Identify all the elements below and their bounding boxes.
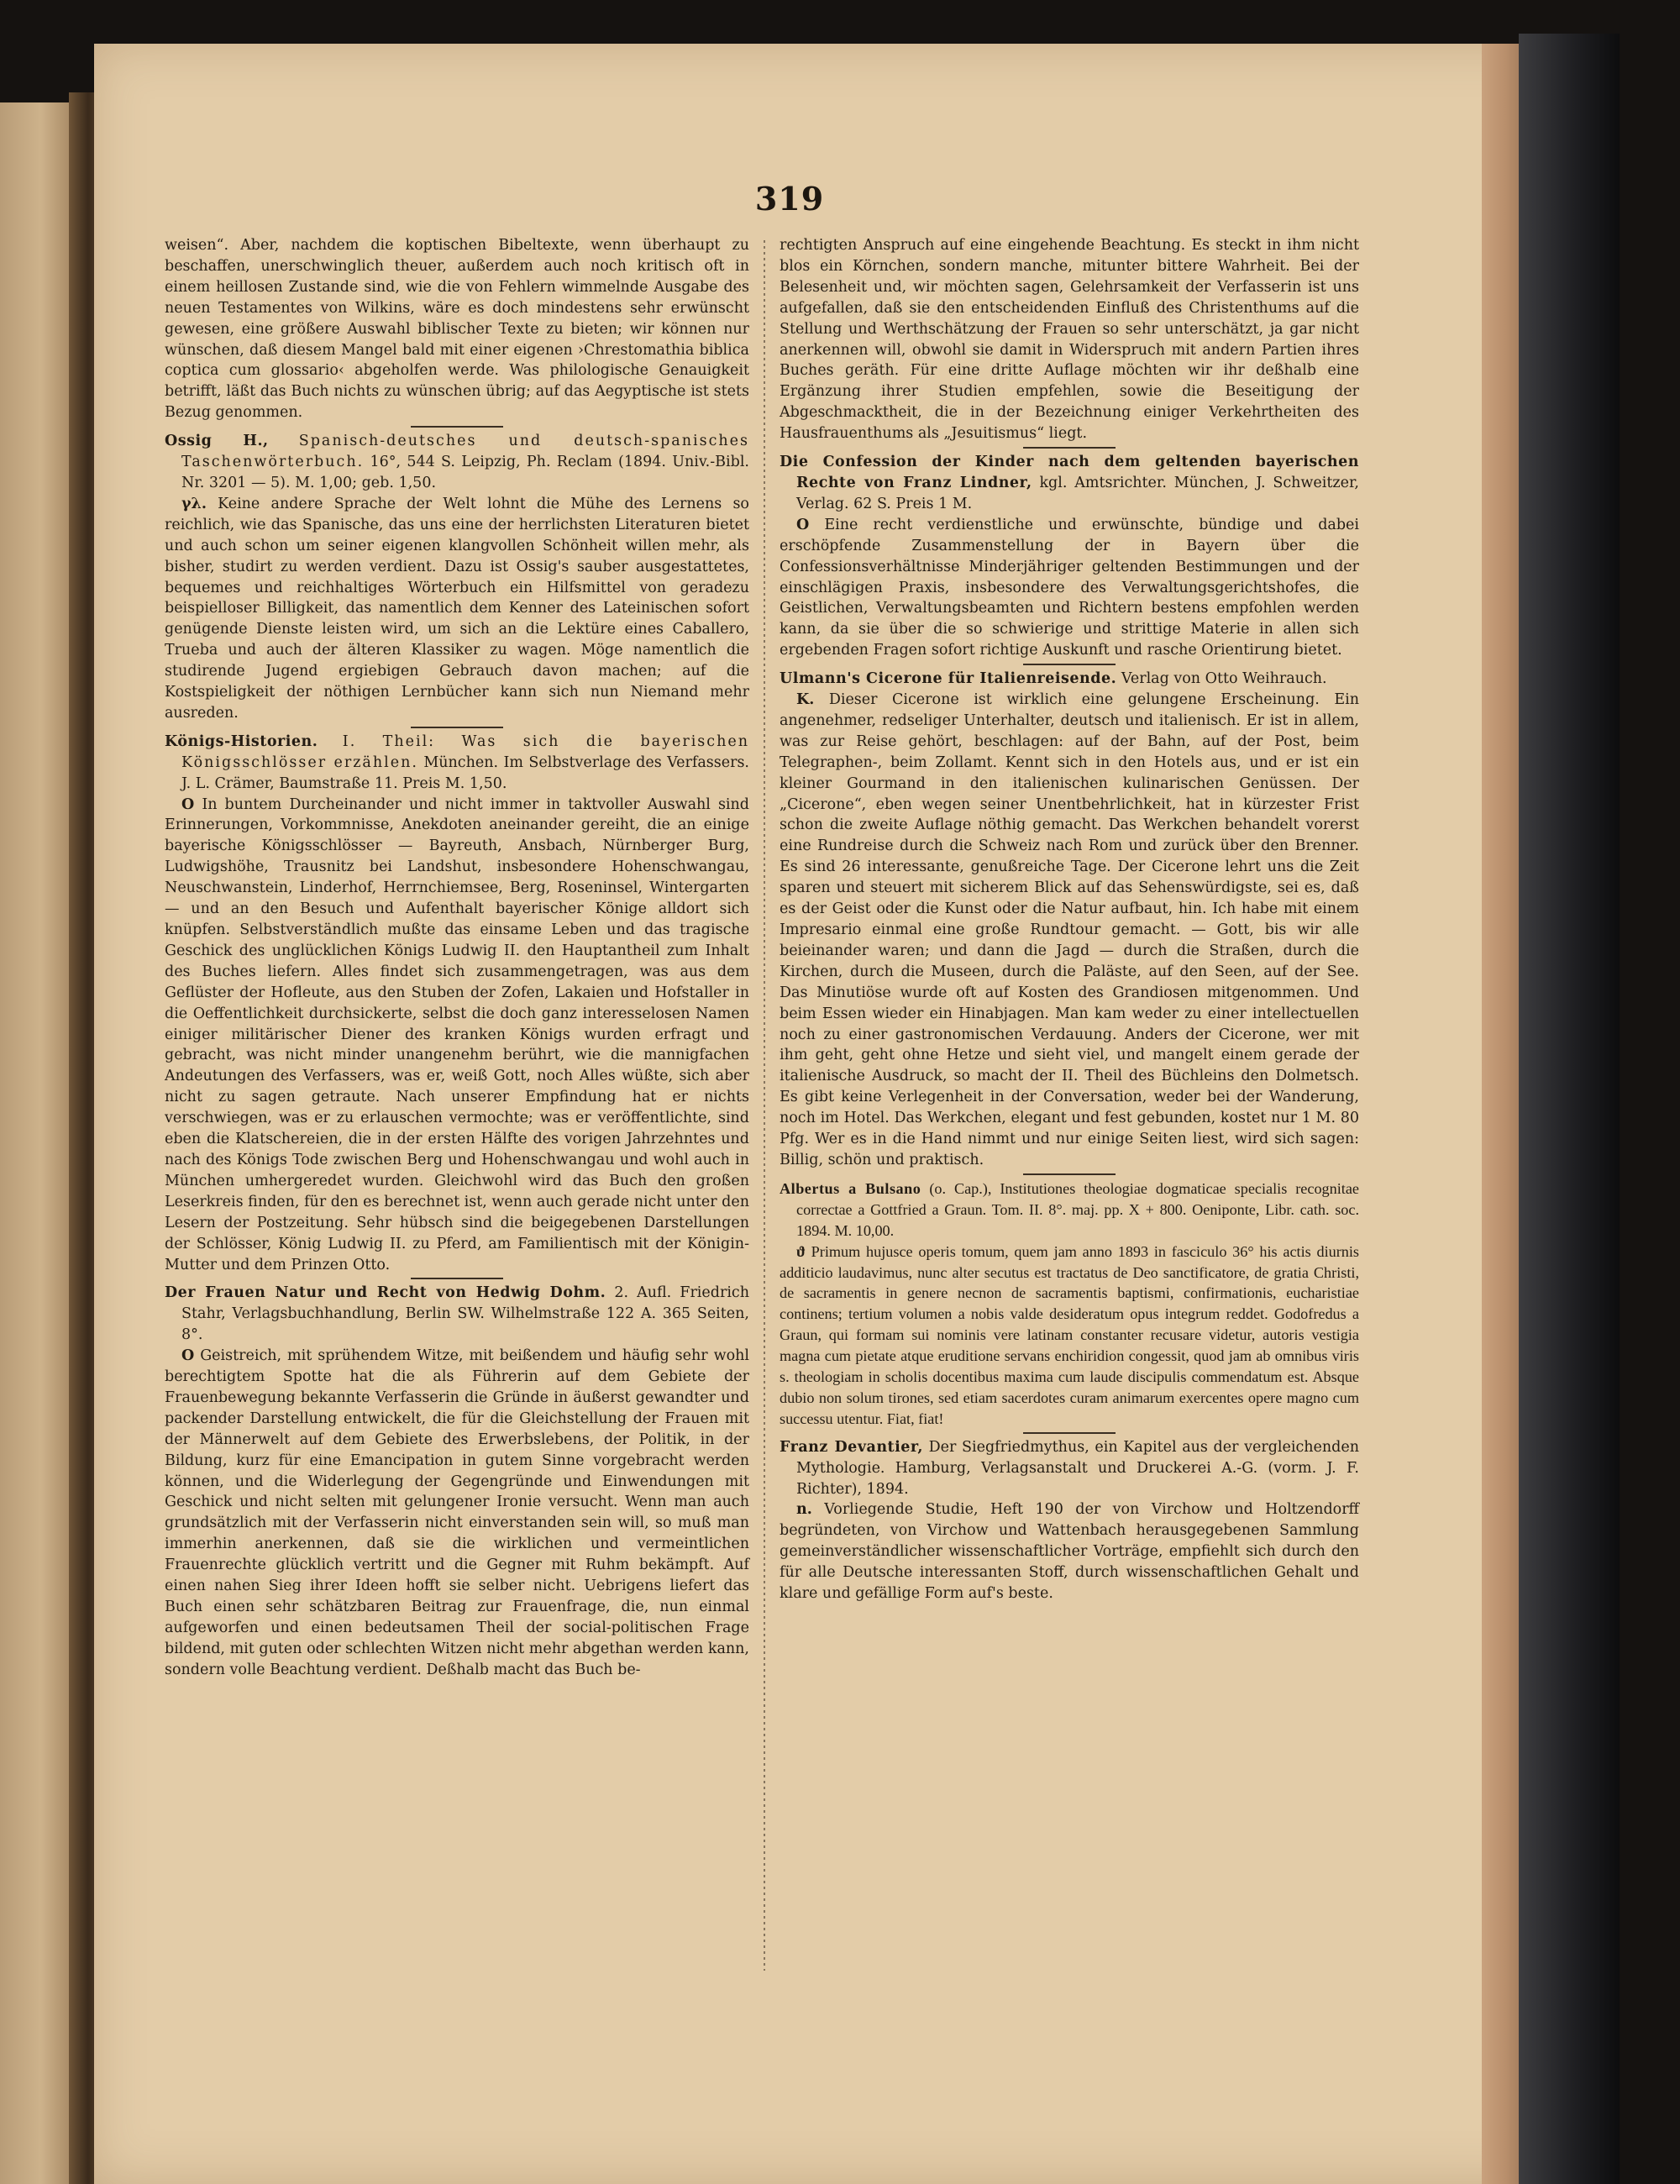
review-entry (165, 1283, 749, 1680)
entry-details: Der Siegfriedmythus, ein Kapitel aus der vergleichenden Mythologie. Hamburg, Verlagsanstalt und Druckerei A.-G. (vorm. J. F. Richter), 1894. (796, 1438, 1360, 1498)
facing-page-edge (0, 102, 74, 2184)
review-entry (780, 1437, 1359, 1604)
separator-rule (1023, 1432, 1116, 1434)
reviewer-mark: O (181, 1347, 195, 1365)
entry-details: Verlag von Otto Weihrauch. (1121, 670, 1327, 688)
book-cover-spine (1519, 34, 1620, 2184)
separator-rule (411, 1278, 503, 1279)
entry-details: (o. Cap.), Institutiones theologiae dogmaticae specialis recognitae correctae a Gottfried a Graun. Tom. II. 8°. maj. pp. X + 800. Oeniponte, Libr. cath. soc. 1894. M. 10,00. (796, 1179, 1359, 1239)
entry-author: Königs-Historien. (165, 732, 318, 750)
page-number: 319 (754, 180, 825, 218)
entry-heading (780, 1437, 1359, 1500)
separator-rule (1023, 1173, 1116, 1175)
review-body: Geistreich, mit sprühendem Witze, mit beißendem und häufig sehr wohl berechtigtem Spotte hat die als Führerin auf dem Gebiete der Frauenbewegung bekannte Verfasserin die Gründe in äußerst gewandter und packender Darstellung entwickelt, die für die Gleichstellung der Frauen mit der Männerwelt auf dem Gebiete des Erwerbslebens, der Politik, in der Bildung, kurz für eine Emancipation in gutem Sinne vorgebracht werden können, und die Widerlegung der Gegengründe und Einwendungen mit Geschick und nicht selten mit gelungener Ironie versucht. Wenn man auch grundsätzlich mit der Verfasserin nicht einverstanden sein will, so muß man immerhin anerkennen, daß sie die wirklichen und vermeintlichen Frauenrechte glücklich vertritt und die Gegner mit Ruhm bekämpft. Auf einen nahen Sieg ihrer Ideen hofft sie selber nicht. Uebrigens liefert das Buch einen sehr schätzbaren Beitrag zur Frauenfrage, die, nun einmal aufgeworfen und einen bedeutsamen Theil der social-politischen Frage bildend, mit guten oder schlechten Witzen nicht mehr abgethan werden kann, sondern volle Beachtung verdient. Deßhalb macht das Buch be- (165, 1347, 749, 1678)
reviewer-mark: γλ. (181, 495, 207, 512)
review-text (780, 515, 1359, 661)
entry-heading (780, 1179, 1359, 1242)
entry-title: Spanisch-deutsches und deutsch-spanisches Taschenwörterbuch. (181, 433, 749, 471)
separator-rule (411, 727, 503, 728)
review-text (165, 795, 749, 1276)
right-column (780, 235, 1359, 1604)
review-text (165, 494, 749, 724)
reviewer-mark: O (796, 516, 810, 533)
review-entry (780, 452, 1359, 661)
review-text (780, 1499, 1359, 1604)
reviewer-mark: n. (796, 1501, 812, 1519)
column-divider (764, 240, 765, 1971)
review-body: In buntem Durcheinander und nicht immer in taktvoller Auswahl sind Erinnerungen, Vorkommnisse, Anekdoten aneinander gereiht, die an einige bayerische Königsschlösser — Bayreuth, Ansbach, Nürnberger Burg, Ludwigshöhe, Trausnitz bei Landshut, insbesondere Hohenschwangau, Neuschwanstein, Linderhof, Herrnchiemsee, Berg, Roseninsel, Wintergarten — und an den Besuch und Aufenthalt bayerischer Könige alldort sich knüpfen. Selbstverständlich mußte das einsame Leben und das tragische Geschick des unglücklichen Königs Ludwig II. den Hauptantheil zum Inhalt des Buches liefern. Alles findet sich zusammengetragen, was aus dem Geflüster der Hofleute, aus den Stuben der Zofen, Lakaien und Hofstaller in die Oeffentlichkeit durchsickerte, selbst die doch ganz interesselosen Namen einiger militärischer Diener des kranken Königs wurden erfragt und gebracht, was nicht minder unangenehm berührt, wie die mannigfachen Andeutungen des Verfassers, was er, weiß Gott, noch Alles wüßte, sich aber nicht zu sagen getraute. Nach unserer Empfindung hat er nichts verschwiegen, was er zu erlauschen vermochte; was er veröffentlichte, sind eben die Klatschereien, die in der ersten Hälfte des vorigen Jahrzehntes und nach des Königs Tode zwischen Berg und Hohenschwangau und wohl auch in München umhergeredet wurden. Gleichwohl wird das Buch den großen Leserkreis finden, für den es berechnet ist, wenn auch gerade nicht unter den Lesern der Postzeitung. Sehr hübsch sind die beigegebenen Darstellungen der Schlösser, König Ludwig II. zu Pferd, am Familientisch mit der Königin-Mutter und dem Prinzen Otto. (165, 795, 749, 1273)
review-text (780, 1242, 1359, 1430)
separator-rule (1023, 664, 1116, 665)
continuation-text: weisen“. Aber, nachdem die koptischen Bibeltexte, wenn überhaupt zu beschaffen, unerschwinglich theuer, außerdem auch noch kritisch oft in einem heillosen Zustande sind, wie die von Fehlern wimmelnde Ausgabe des neuen Testamentes von Wilkins, wäre es doch mindestens sehr erwünscht gewesen, eine größere Auswahl biblischer Texte zu bieten; wir können nur wünschen, daß diesem Mangel bald mit einer eigenen ›Chrestomathia biblica coptica cum glossario‹ abgeholfen werde. Was philologische Genauigkeit betrifft, läßt das Buch nichts zu wünschen übrig; auf das Aegyptische ist stets Bezug genommen. (165, 237, 749, 422)
left-column (165, 235, 749, 1681)
entry-author: Ulmann's Cicerone für Italienreisende. (780, 670, 1117, 688)
reviewer-mark: O (181, 795, 195, 813)
entry-details: München. Im Selbstverlage des Verfassers. J. L. Crämer, Baumstraße 11. Preis M. 1,50. (181, 753, 749, 792)
review-entry (165, 431, 749, 724)
reviewer-mark: K. (796, 691, 815, 709)
review-text (165, 1346, 749, 1681)
review-entry (780, 1179, 1359, 1430)
review-body: Eine recht verdienstliche und erwünschte, bündige und dabei erschöpfende Zusammenstellung der in Bayern über die Confessionsverhältnisse Minderjähriger geltenden Bestimmungen und der einschlägigen Praxis, insbesondere des Verwaltungsgerichtshofes, die Geistlichen, Verwaltungsbeamten und Richtern bestens empfohlen werden kann, da sie über die so schwierige und strittige Materie in allen sich ergebenden Fragen sofort richtige Auskunft und rasche Orientirung bietet. (780, 516, 1359, 659)
review-text (780, 690, 1359, 1171)
entry-heading (780, 669, 1359, 690)
entry-author: Ossig H., (165, 433, 269, 450)
review-body: Vorliegende Studie, Heft 190 der von Virchow und Holtzendorff begründeten, von Virchow und Wattenbach herausgegebenen Sammlung gemeinverständlicher wissenschaftlicher Vorträge, empfiehlt sich durch den für alle Deutsche interessanten Stoff, durch wissenschaftlichen Gehalt und klare und gefällige Form auf's beste. (780, 1501, 1359, 1603)
review-entry (165, 732, 749, 1276)
entry-details: kgl. Amtsrichter. München, J. Schweitzer, Verlag. 62 S. Preis 1 M. (796, 474, 1359, 512)
entry-author: Der Frauen Natur und Recht von Hedwig Dohm. (165, 1284, 606, 1302)
entry-author: Die Confession der Kinder nach dem geltenden bayerischen Rechte von Franz Lindner, (780, 454, 1359, 491)
entry-heading (165, 732, 749, 795)
entry-heading (165, 431, 749, 494)
entry-heading (780, 452, 1359, 515)
entry-details: 16°, 544 S. Leipzig, Ph. Reclam (1894. Univ.-Bibl. Nr. 3201 — 5). M. 1,00; geb. 1,50. (181, 454, 749, 491)
entry-heading (165, 1283, 749, 1346)
separator-rule (411, 426, 503, 428)
entry-title: I. Theil: Was sich die bayerischen Königsschlösser erzählen. (181, 732, 749, 771)
review-entry (780, 669, 1359, 1171)
reviewer-mark: ϑ (796, 1242, 806, 1260)
separator-rule (1023, 447, 1116, 449)
entry-details: 2. Aufl. Friedrich Stahr, Verlagsbuchhandlung, Berlin SW. Wilhelmstraße 122 A. 365 Seiten, 8°. (181, 1284, 749, 1344)
entry-author: Albertus a Bulsano (780, 1179, 921, 1197)
continuation-text: rechtigten Anspruch auf eine eingehende Beachtung. Es steckt in ihm nicht blos ein Körnchen, sondern manche, mitunter bittere Wahrheit. Bei der Belesenheit und, wir möchten sagen, Gelehrsamkeit der Verfasserin ist uns aufgefallen, daß sie den entscheidenden Einfluß des Christenthums auf die Stellung und Werthschätzung der Frauen so sehr unterschätzt, ja gar nicht anerkennen will, obwohl sie damit in Widerspruch mit andern Partien ihres Buches geräth. Für eine dritte Auflage möchten wir ihr deßhalb eine Ergänzung ihrer Studien empfehlen, sowie die Beseitigung der Abgeschmacktheit, die in der Bezeichnung einiger Verkehrtheiten des Hausfrauenthums als „Jesuitismus“ liegt. (780, 237, 1359, 443)
entry-author: Franz Devantier, (780, 1438, 923, 1456)
review-body: Keine andere Sprache der Welt lohnt die Mühe des Lernens so reichlich, wie das Spanische, das uns eine der herrlichsten Literaturen bietet und auch schon um seiner eigenen klangvollen Schönheit willen mehr, als bisher, studirt zu werden verdient. Dazu ist Ossig's sauber ausgestattetes, bequemes und reichhaltiges Wörterbuch ein Hilfsmittel von geradezu beispielloser Billigkeit, das namentlich dem Kenner des Lateinischen sofort genügende Dienste leisten wird, um sich an die Lektüre eines Caballero, Trueba und auch der älteren Klassiker zu wagen. Möge namentlich die studirende Jugend ergiebigen Gebrauch davon machen; auf die Kostspieligkeit der nöthigen Lernbücher kann sich nun Niemand mehr ausreden. (165, 495, 749, 722)
review-body: Primum hujusce operis tomum, quem jam anno 1893 in fasciculo 36° his actis diurnis additicio laudavimus, nunc alter secutus est tractatus de Deo sanctificatore, de gratia Christi, de sacramentis in genere necnon de sacramentis baptismi, confirmationis, eucharistiae continens; tertium volumen a nobis valde desideratum opus integrum reddet. Godofredus a Graun, qui formam sui nominis vere latinam constanter recusare videtur, autoris vestigia magna cum pietate atque eruditione servans enchiridion congessit, quod jam ab omnibus viris s. theologiam in scholis docentibus maxima cum laude discipulis commendatum est. Absque dubio non solum tirones, sed etiam sacerdotes curam animarum exercentes opere magno cum successu utentur. Fiat, fiat! (780, 1242, 1360, 1427)
review-body: Dieser Cicerone ist wirklich eine gelungene Erscheinung. Ein angenehmer, redseliger Unterhalter, deutsch und italienisch. Er ist in allem, was zur Reise gehört, beschlagen: auf der Bahn, auf der Post, beim Telegraphen-, beim Zollamt. Kennt sich in den Hotels aus, und er ist ein kleiner Gourmand in den italienischen kulinarischen Genüssen. Der „Cicerone“, eben wegen seiner Unentbehrlichkeit, hat in kürzester Frist schon die zweite Auflage nöthig gemacht. Das Werkchen behandelt vorerst eine Rundreise durch die Schweiz nach Rom und zurück über den Brenner. Es sind 26 interessante, genußreiche Tage. Der Cicerone lehrt uns die Zeit sparen und steuert mit sicherem Blick auf das Sehenswürdigste, sei es, daß es der Geist oder die Kunst oder die Natur aufbaut, hin. Ich habe mit einem Impresario einmal eine große Rundtour gemacht. — Gott, bis wir alle beieinander waren; und dann die Jagd — durch die Straßen, durch die Kirchen, durch die Museen, durch die Paläste, auf den Seen, auf der See. Das Minutiöse wurde oft auf Kosten des Grandiosen mitgenommen. Und beim Essen wieder ein Hinabjagen. Man kam weder zu einer intellectuellen noch zu einer gastronomischen Verdauung. Anders der Cicerone, wer mit ihm geht, geht ohne Hetze und sieht viel, und mangelt einem gerade der italienische Ausdruck, so macht der II. Theil des Büchleins den Dolmetsch. Es gibt keine Verlegenheit in der Conversation, weder bei der Wanderung, noch im Hotel. Das Werkchen, elegant und fest gebunden, kostet nur 1 M. 80 Pfg. Wer es in die Hand nimmt und nur einige Seiten liest, wird sich sagen: Billig, schön und praktisch. (780, 691, 1359, 1168)
